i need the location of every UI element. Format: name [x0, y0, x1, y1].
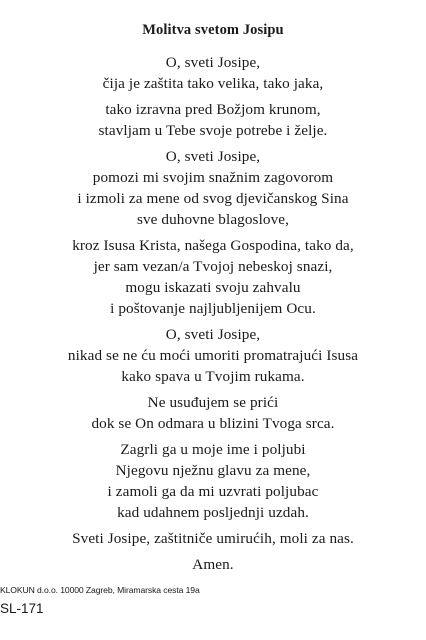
prayer-stanza — [14, 324, 412, 387]
prayer-stanza — [14, 554, 412, 575]
prayer-stanza — [14, 235, 412, 319]
prayer-line: Amen. — [192, 556, 234, 573]
prayer-line: Njegovu nježnu glavu za mene, — [115, 462, 311, 479]
prayer-body — [14, 52, 412, 575]
prayer-stanza — [14, 392, 412, 434]
product-code: SL-171 — [0, 601, 44, 616]
prayer-line: O, sveti Josipe, — [165, 148, 261, 165]
prayer-title: Molitva svetom Josipu — [142, 22, 284, 38]
prayer-line: Ne usuđujem se prići — [147, 394, 279, 411]
publisher-info: KLOKUN d.o.o. 10000 Zagreb, Miramarska cesta 19a — [0, 585, 200, 595]
prayer-line: Sveti Josipe, zaštitniče umirućih, moli za nas. — [72, 530, 354, 547]
prayer-stanza — [14, 528, 412, 549]
prayer-line: sve duhovne blagoslove, — [136, 211, 290, 228]
prayer-stanza — [14, 146, 412, 230]
prayer-line: čija je zaštita tako velika, tako jaka, — [102, 75, 324, 92]
prayer-line: Zagrli ga u moje ime i poljubi — [120, 441, 306, 458]
prayer-line: tako izravna pred Božjom krunom, — [105, 101, 321, 118]
prayer-line: O, sveti Josipe, — [165, 54, 261, 71]
prayer-stanza — [14, 439, 412, 523]
prayer-line: jer sam vezan/a Tvojoj nebeskoj snazi, — [93, 258, 333, 275]
prayer-line: kako spava u Tvojim rukama. — [121, 368, 305, 385]
prayer-line: i zamoli ga da mi uzvrati poljubac — [107, 483, 319, 500]
prayer-stanza — [14, 52, 412, 94]
prayer-line: dok se On odmara u blizini Tvoga srca. — [91, 415, 335, 432]
prayer-line: i izmoli za mene od svog djevičanskog Sina — [77, 190, 349, 207]
prayer-line: kroz Isusa Krista, našega Gospodina, tako da, — [72, 237, 354, 254]
prayer-line: kad udahnem posljednji uzdah. — [117, 504, 309, 521]
prayer-line: stavljam u Tebe svoje potrebe i želje. — [98, 122, 328, 139]
prayer-line: pomozi mi svojim snažnim zagovorom — [92, 169, 334, 186]
prayer-stanza — [14, 99, 412, 141]
prayer-line: nikad se ne ću moći umoriti promatrajući Isusa — [67, 347, 359, 364]
prayer-line: i poštovanje najljubljenijem Ocu. — [110, 300, 316, 317]
prayer-line: mogu iskazati svoju zahvalu — [125, 279, 301, 296]
prayer-line: O, sveti Josipe, — [165, 326, 261, 343]
